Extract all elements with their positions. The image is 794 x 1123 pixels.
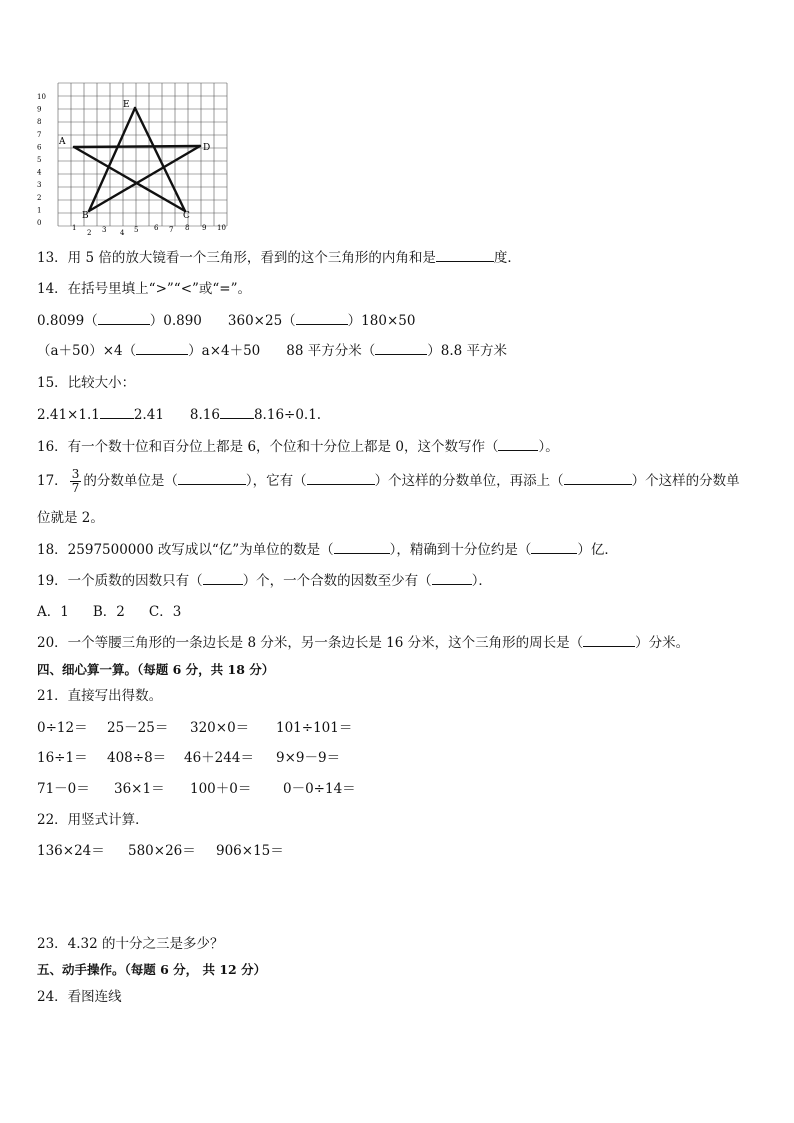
question-15-title: 15．比较大小： <box>37 375 136 391</box>
y-tick-label: 4 <box>37 168 42 177</box>
answer-blank[interactable] <box>100 406 134 419</box>
question-14-row-1: 0.8099（ ）0.890 360×25（ ）180×50 <box>37 313 416 329</box>
answer-blank[interactable] <box>334 541 390 554</box>
question-18: 18．2597500000 改写成以“亿”为单位的数是（ ），精确到十分位约是（ ）亿． <box>37 542 618 558</box>
answer-blank[interactable] <box>296 312 348 325</box>
question-17-line-2: 位就是 2。 <box>37 510 104 526</box>
question-15-row: 2.41×1.1 2.41 8.16 8.16÷0.1. <box>37 407 322 423</box>
point-label-B: B <box>82 211 89 221</box>
answer-blank[interactable] <box>432 572 472 585</box>
section-4-title: 四、细心算一算。（每题 6 分，共 18 分） <box>37 662 275 677</box>
question-19: 19．一个质数的因数只有（ ）个，一个合数的因数至少有（ ）． <box>37 573 492 589</box>
star-line-A-D <box>74 146 200 147</box>
y-tick-label: 5 <box>37 156 42 164</box>
x-tick-label: 5 <box>134 226 139 234</box>
x-tick-label: 7 <box>169 226 174 234</box>
fraction-three-sevenths: $\frac{3}{7}$ <box>71 467 80 495</box>
answer-blank[interactable] <box>375 342 427 355</box>
calc-row-3: 71－0＝ 36×1＝ 100＋0＝ 0－0÷14＝ <box>37 781 356 797</box>
option-a[interactable]: A．1 <box>37 604 69 620</box>
question-22-title: 22．用竖式计算． <box>37 812 149 828</box>
point-label-E: E <box>123 100 130 110</box>
question-13-text: 13．用 5 倍的放大镜看一个三角形，看到的这个三角形的内角和是 <box>37 250 436 266</box>
star-line-B-D <box>89 146 200 211</box>
x-tick-label: 4 <box>120 229 125 237</box>
y-tick-label: 10 <box>37 93 46 101</box>
question-13-suffix: 度． <box>493 250 521 266</box>
y-tick-label: 0 <box>37 219 42 227</box>
answer-blank[interactable] <box>98 312 150 325</box>
answer-blank[interactable] <box>203 572 243 585</box>
x-tick-label: 1 <box>72 224 77 232</box>
question-13 <box>37 249 521 267</box>
question-21-title: 21．直接写出得数。 <box>37 688 163 704</box>
answer-blank[interactable] <box>531 541 577 554</box>
y-tick-label: 9 <box>37 105 42 114</box>
point-label-C: C <box>183 211 190 221</box>
y-tick-label: 6 <box>37 143 42 152</box>
answer-blank[interactable] <box>178 472 246 485</box>
question-16: 16．有一个数十位和百分位上都是 6，个位和十分位上都是 0，这个数写作（ ）。 <box>37 439 559 455</box>
question-14-title: 14．在括号里填上“>”“<”或“=”。 <box>37 281 252 297</box>
star-grid-figure <box>30 80 240 240</box>
star-lines <box>74 108 200 211</box>
x-tick-label: 9 <box>202 224 207 232</box>
question-19-options <box>37 603 181 621</box>
x-tick-label: 10 <box>217 224 226 232</box>
calc-row-2: 16÷1＝ 408÷8＝ 46＋244＝ 9×9－9＝ <box>37 750 341 766</box>
answer-blank[interactable] <box>498 438 538 451</box>
question-17: 17． $\frac{3}{7}$ 的分数单位是（ ），它有（ ）个这样的分数单位，再添上（ ）个这样的分数单 <box>37 467 740 495</box>
calc-row-1: 0÷12＝ 25－25＝ 320×0＝ 101÷101＝ <box>37 720 353 736</box>
question-20: 20．一个等腰三角形的一条边长是 8 分米，另一条边长是 16 分米，这个三角形的周长是（ ）分米。 <box>37 635 690 651</box>
y-tick-label: 3 <box>37 181 42 190</box>
answer-blank[interactable] <box>136 342 188 355</box>
y-axis-labels <box>37 93 46 227</box>
y-tick-label: 8 <box>37 118 42 127</box>
question-24: 24．看图连线 <box>37 989 122 1005</box>
x-tick-label: 6 <box>154 224 159 232</box>
x-tick-label: 2 <box>87 229 92 237</box>
answer-blank[interactable] <box>583 634 635 647</box>
x-tick-label: 3 <box>102 226 107 234</box>
y-tick-label: 2 <box>37 193 42 202</box>
point-label-D: D <box>203 143 211 153</box>
question-14-row-2: （a＋50）×4（ ）a×4＋50 88 平方分米（ ）8.8 平方米 <box>37 343 508 359</box>
option-c[interactable]: C．3 <box>148 604 182 620</box>
answer-blank[interactable] <box>220 406 254 419</box>
answer-blank[interactable] <box>436 249 494 262</box>
y-tick-label: 7 <box>37 130 42 139</box>
grid-lines <box>58 83 227 226</box>
question-23: 23．4.32 的十分之三是多少？ <box>37 936 224 952</box>
y-tick-label: 1 <box>37 206 42 215</box>
x-tick-label: 8 <box>185 224 190 232</box>
question-22-items: 136×24＝ 580×26＝ 906×15＝ <box>37 843 284 859</box>
answer-blank[interactable] <box>307 472 375 485</box>
option-b[interactable]: B．2 <box>92 604 125 620</box>
section-5-title: 五、动手操作。（每题 6 分， 共 12 分） <box>37 962 267 977</box>
point-label-A: A <box>59 137 66 147</box>
answer-blank[interactable] <box>564 472 632 485</box>
